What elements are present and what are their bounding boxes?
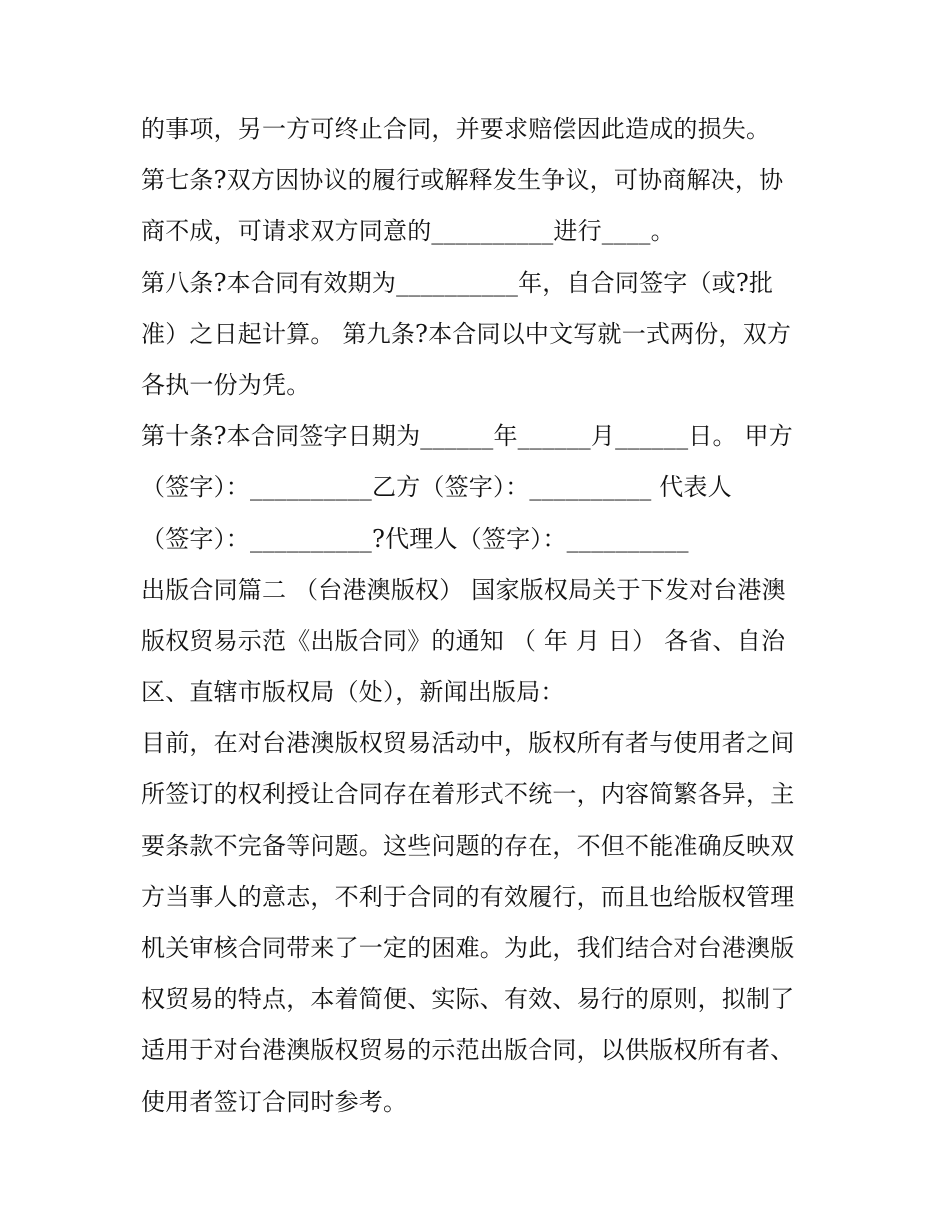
text-line: 的事项，另一方可终止合同，并要求赔偿因此造成的损失。 [141, 115, 771, 143]
text-line: 版权贸易示范《出版合同》的通知 （ 年 月 日） 各省、自治 [141, 626, 786, 655]
text-line: 权贸易的特点，本着简便、实际、有效、易行的原则，拟制了 [141, 985, 795, 1014]
text-line: 商不成，可请求双方同意的__________进行____。 [141, 217, 675, 246]
text-line: 准）之日起计算。 第九条?本合同以中文写就一式两份，双方 [141, 319, 792, 348]
text-line: 机关审核合同带来了一定的困难。为此，我们结合对台港澳版 [141, 934, 795, 962]
text-line: 要条款不完备等问题。这些问题的存在，不但不能准确反映双 [141, 831, 795, 860]
text-line: 区、直辖市版权局（处），新闻出版局： [141, 678, 565, 707]
text-line: 第八条?本合同有效期为__________年，自合同签字（或?批 [141, 268, 774, 297]
document-body [141, 104, 821, 1128]
text-line: 各执一份为凭。 [141, 370, 311, 399]
text-line: 第十条?本合同签字日期为______年______月______日。 甲方 [141, 422, 793, 451]
text-line: 出版合同篇二 （台港澳版权） 国家版权局关于下发对台港澳 [141, 575, 786, 604]
text-line: 方当事人的意志，不利于合同的有效履行，而且也给版权管理 [141, 882, 795, 911]
text-line: 使用者签订合同时参考。 [141, 1087, 408, 1116]
text-line: 适用于对台港澳版权贸易的示范出版合同，以供版权所有者、 [141, 1036, 795, 1065]
text-line: 所签订的权利授让合同存在着形式不统一，内容简繁各异，主 [141, 780, 795, 809]
text-line: 第七条?双方因协议的履行或解释发生争议，可协商解决，协 [141, 166, 784, 195]
text-line: （签字）：__________?代理人（签字）：__________ [141, 524, 689, 553]
text-line: 目前，在对台港澳版权贸易活动中，版权所有者与使用者之间 [141, 729, 795, 758]
text-line: （签字）：__________乙方（签字）：__________ 代表人 [141, 473, 732, 502]
